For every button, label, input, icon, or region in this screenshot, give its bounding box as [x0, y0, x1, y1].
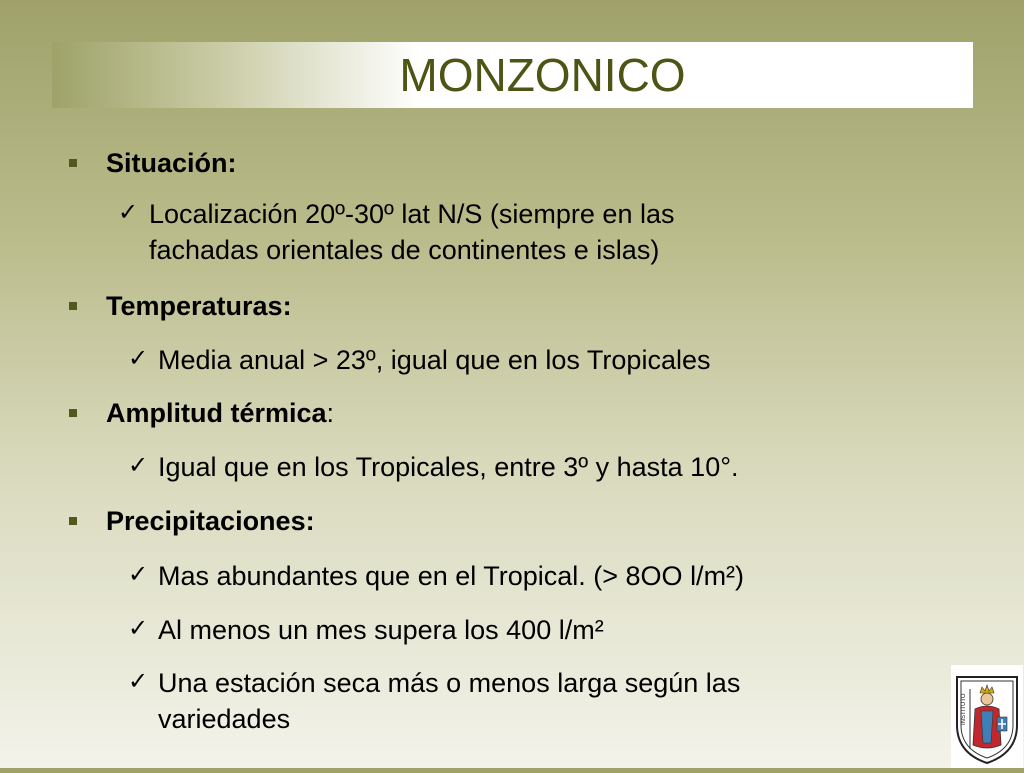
- check-item-text: Media anual > 23º, igual que en los Tropicales: [158, 345, 711, 375]
- check-icon: ✓: [128, 345, 149, 372]
- check-icon: ✓: [128, 452, 149, 479]
- section-heading-text: Precipitaciones:: [106, 505, 315, 536]
- check-item-text: Localización 20º-30º lat N/S (siempre en las: [149, 199, 675, 229]
- slide-title: MONZONICO: [399, 49, 686, 101]
- check-icon: ✓: [128, 561, 149, 588]
- section-heading-text: [106, 398, 334, 429]
- check-icon: ✓: [128, 615, 149, 642]
- check-icon: ✓: [118, 199, 139, 226]
- check-item-text: Una estación seca más o menos larga según las: [158, 668, 741, 698]
- check-item-text: Igual que en los Tropicales, entre 3º y hasta 10°.: [158, 452, 739, 482]
- section-heading-text: Temperaturas:: [106, 290, 292, 321]
- check-icon: ✓: [128, 668, 149, 695]
- square-bullet-icon: [69, 517, 77, 525]
- square-bullet-icon: [69, 302, 77, 310]
- section-heading-tail: :: [326, 397, 335, 428]
- check-item-text-continued: variedades: [158, 704, 291, 734]
- school-crest-icon: [951, 665, 1023, 768]
- square-bullet-icon: [69, 409, 77, 417]
- check-item-text: Mas abundantes que en el Tropical. (> 8OO l/m²): [158, 561, 745, 591]
- check-item-text-continued: fachadas orientales de continentes e islas): [149, 235, 660, 265]
- square-bullet-icon: [69, 159, 77, 167]
- section-heading-text: Situación:: [106, 147, 237, 178]
- svg-text:INSTITUTO: INSTITUTO: [961, 693, 967, 725]
- check-item-text: Al menos un mes supera los 400 l/m²: [158, 615, 604, 645]
- section-heading-bold: Amplitud térmica: [106, 397, 327, 428]
